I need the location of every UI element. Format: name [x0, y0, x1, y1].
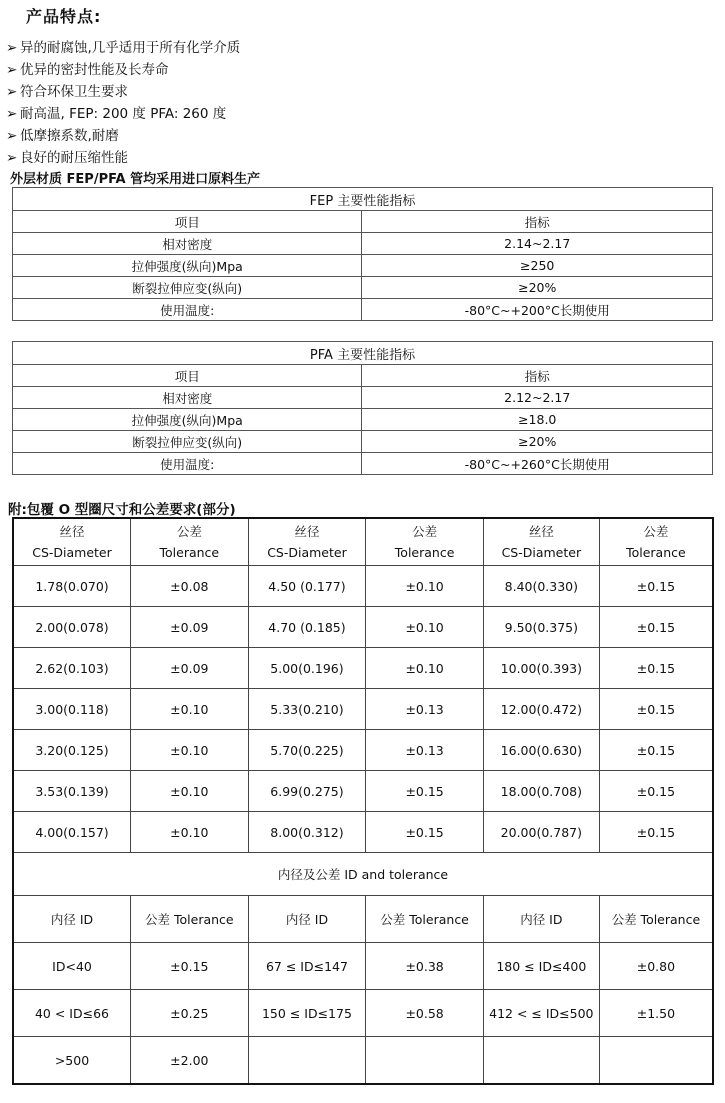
tolerance-cell: ±0.25 — [131, 990, 249, 1037]
cs-diameter-cell: 20.00(0.787) — [483, 812, 599, 853]
feature-text: 异的耐腐蚀,几乎适用于所有化学介质 — [20, 40, 241, 56]
cs-diameter-cell: 12.00(0.472) — [483, 689, 599, 730]
table-row — [13, 990, 713, 1037]
outer-material-note: 外层材质 FEP/PFA 管均采用进口原料生产 — [10, 172, 261, 187]
property-name: 拉伸强度(纵向)Mpa — [13, 409, 362, 431]
fep-table-title: FEP 主要性能指标 — [13, 188, 713, 211]
table-row — [13, 299, 713, 321]
tolerance-cell: ±0.15 — [599, 771, 713, 812]
id-range-cell: 412 < ≤ ID≤500 — [483, 990, 599, 1037]
header-tolerance: 公差 Tolerance — [599, 896, 713, 943]
tolerance-cell: ±0.10 — [366, 607, 484, 648]
tolerance-cell: ±0.10 — [131, 689, 249, 730]
page-heading: 产品特点: — [26, 7, 102, 26]
tolerance-cell — [366, 1037, 484, 1085]
cs-diameter-cell: 2.62(0.103) — [13, 648, 131, 689]
header-inner-diameter: 内径 ID — [13, 896, 131, 943]
tolerance-cell: ±0.09 — [131, 607, 249, 648]
feature-text: 优异的密封性能及长寿命 — [20, 62, 169, 78]
cs-diameter-cell: 5.33(0.210) — [248, 689, 366, 730]
cs-diameter-cell: 3.00(0.118) — [13, 689, 131, 730]
cs-diameter-cell: 18.00(0.708) — [483, 771, 599, 812]
arrow-bullet-icon: ➢ — [6, 84, 18, 100]
pfa-table-title: PFA 主要性能指标 — [13, 342, 713, 365]
arrow-bullet-icon: ➢ — [6, 150, 18, 166]
appendix-title: 附:包覆 O 型圈尺寸和公差要求(部分) — [8, 502, 236, 518]
cs-diameter-cell: 3.20(0.125) — [13, 730, 131, 771]
oring-size-table — [12, 517, 714, 1085]
property-value: ≥250 — [362, 255, 713, 277]
tolerance-cell: ±0.10 — [131, 812, 249, 853]
table-row — [13, 277, 713, 299]
column-header-item: 项目 — [13, 365, 362, 387]
id-header-row — [13, 896, 713, 943]
table-row — [13, 431, 713, 453]
tolerance-cell: ±0.10 — [131, 730, 249, 771]
cs-diameter-cell: 4.70 (0.185) — [248, 607, 366, 648]
header-inner-diameter: 内径 ID — [483, 896, 599, 943]
id-range-cell: 40 < ID≤66 — [13, 990, 131, 1037]
table-row — [13, 607, 713, 648]
tolerance-cell: ±0.15 — [599, 607, 713, 648]
tolerance-cell — [599, 1037, 713, 1085]
tolerance-cell: ±0.10 — [366, 648, 484, 689]
tolerance-cell: ±0.08 — [131, 566, 249, 607]
property-name: 使用温度: — [13, 299, 362, 321]
cs-diameter-cell: 3.53(0.139) — [13, 771, 131, 812]
tolerance-cell: ±0.10 — [131, 771, 249, 812]
arrow-bullet-icon: ➢ — [6, 106, 18, 122]
table-row — [13, 387, 713, 409]
tolerance-cell: ±2.00 — [131, 1037, 249, 1085]
feature-item — [6, 81, 240, 103]
property-name: 断裂拉伸应变(纵向) — [13, 431, 362, 453]
table-row — [13, 1037, 713, 1085]
tolerance-cell: ±0.13 — [366, 689, 484, 730]
id-range-cell: >500 — [13, 1037, 131, 1085]
tolerance-cell: ±0.15 — [599, 689, 713, 730]
table-row — [13, 409, 713, 431]
table-row — [13, 233, 713, 255]
feature-text: 低摩擦系数,耐磨 — [20, 128, 119, 144]
tolerance-cell: ±0.15 — [366, 771, 484, 812]
tolerance-cell: ±0.09 — [131, 648, 249, 689]
property-value: ≥18.0 — [362, 409, 713, 431]
property-name: 相对密度 — [13, 233, 362, 255]
id-range-cell: 180 ≤ ID≤400 — [483, 943, 599, 990]
feature-text: 良好的耐压缩性能 — [20, 150, 128, 166]
feature-list — [6, 37, 240, 169]
header-cs-diameter: 丝径 CS-Diameter — [248, 518, 366, 566]
header-tolerance: 公差 Tolerance — [366, 896, 484, 943]
id-range-cell — [483, 1037, 599, 1085]
id-range-cell: 150 ≤ ID≤175 — [248, 990, 366, 1037]
tolerance-cell: ±0.58 — [366, 990, 484, 1037]
tolerance-cell: ±0.15 — [366, 812, 484, 853]
table-row — [13, 771, 713, 812]
tolerance-cell: ±0.80 — [599, 943, 713, 990]
table-row — [13, 453, 713, 475]
header-inner-diameter: 内径 ID — [248, 896, 366, 943]
property-value: 2.14~2.17 — [362, 233, 713, 255]
table-row — [13, 730, 713, 771]
cs-diameter-cell: 4.50 (0.177) — [248, 566, 366, 607]
column-header-value: 指标 — [362, 211, 713, 233]
table-row — [13, 943, 713, 990]
tolerance-cell: ±0.15 — [599, 730, 713, 771]
header-cs-diameter: 丝径 CS-Diameter — [483, 518, 599, 566]
tolerance-cell: ±0.15 — [599, 812, 713, 853]
feature-item — [6, 37, 240, 59]
id-range-cell: 67 ≤ ID≤147 — [248, 943, 366, 990]
feature-item — [6, 125, 240, 147]
property-name: 断裂拉伸应变(纵向) — [13, 277, 362, 299]
property-name: 相对密度 — [13, 387, 362, 409]
id-section-title-row — [13, 853, 713, 896]
tolerance-cell: ±0.15 — [599, 566, 713, 607]
table-row — [13, 648, 713, 689]
feature-text: 符合环保卫生要求 — [20, 84, 128, 100]
header-tolerance: 公差 Tolerance — [131, 518, 249, 566]
arrow-bullet-icon: ➢ — [6, 40, 18, 56]
property-value: 2.12~2.17 — [362, 387, 713, 409]
cs-diameter-cell: 8.00(0.312) — [248, 812, 366, 853]
property-value: ≥20% — [362, 277, 713, 299]
property-name: 拉伸强度(纵向)Mpa — [13, 255, 362, 277]
cs-diameter-cell: 9.50(0.375) — [483, 607, 599, 648]
property-value: -80°C~+200°C长期使用 — [362, 299, 713, 321]
header-tolerance: 公差 Tolerance — [366, 518, 484, 566]
id-range-cell — [248, 1037, 366, 1085]
id-section-title: 内径及公差 ID and tolerance — [13, 853, 713, 896]
column-header-value: 指标 — [362, 365, 713, 387]
cs-diameter-cell: 10.00(0.393) — [483, 648, 599, 689]
column-header-item: 项目 — [13, 211, 362, 233]
tolerance-cell: ±0.13 — [366, 730, 484, 771]
cs-diameter-cell: 5.70(0.225) — [248, 730, 366, 771]
tolerance-cell: ±0.15 — [599, 648, 713, 689]
cs-diameter-cell: 16.00(0.630) — [483, 730, 599, 771]
table-row — [13, 812, 713, 853]
table-row — [13, 255, 713, 277]
table-row — [13, 689, 713, 730]
header-tolerance: 公差 Tolerance — [131, 896, 249, 943]
tolerance-cell: ±0.10 — [366, 566, 484, 607]
table-row — [13, 566, 713, 607]
arrow-bullet-icon: ➢ — [6, 128, 18, 144]
header-tolerance: 公差 Tolerance — [599, 518, 713, 566]
cs-diameter-cell: 4.00(0.157) — [13, 812, 131, 853]
property-value: ≥20% — [362, 431, 713, 453]
cs-diameter-cell: 6.99(0.275) — [248, 771, 366, 812]
feature-item — [6, 103, 240, 125]
cs-diameter-cell: 2.00(0.078) — [13, 607, 131, 648]
cs-diameter-cell: 5.00(0.196) — [248, 648, 366, 689]
fep-spec-table — [12, 187, 713, 321]
cs-diameter-cell: 1.78(0.070) — [13, 566, 131, 607]
feature-item — [6, 147, 240, 169]
id-range-cell: ID<40 — [13, 943, 131, 990]
feature-text: 耐高温, FEP: 200 度 PFA: 260 度 — [20, 106, 227, 122]
header-cs-diameter: 丝径 CS-Diameter — [13, 518, 131, 566]
tolerance-cell: ±0.38 — [366, 943, 484, 990]
property-value: -80°C~+260°C长期使用 — [362, 453, 713, 475]
tolerance-cell: ±0.15 — [131, 943, 249, 990]
cs-diameter-cell: 8.40(0.330) — [483, 566, 599, 607]
property-name: 使用温度: — [13, 453, 362, 475]
feature-item — [6, 59, 240, 81]
tolerance-cell: ±1.50 — [599, 990, 713, 1037]
header-row — [13, 518, 713, 566]
pfa-spec-table — [12, 341, 713, 475]
arrow-bullet-icon: ➢ — [6, 62, 18, 78]
